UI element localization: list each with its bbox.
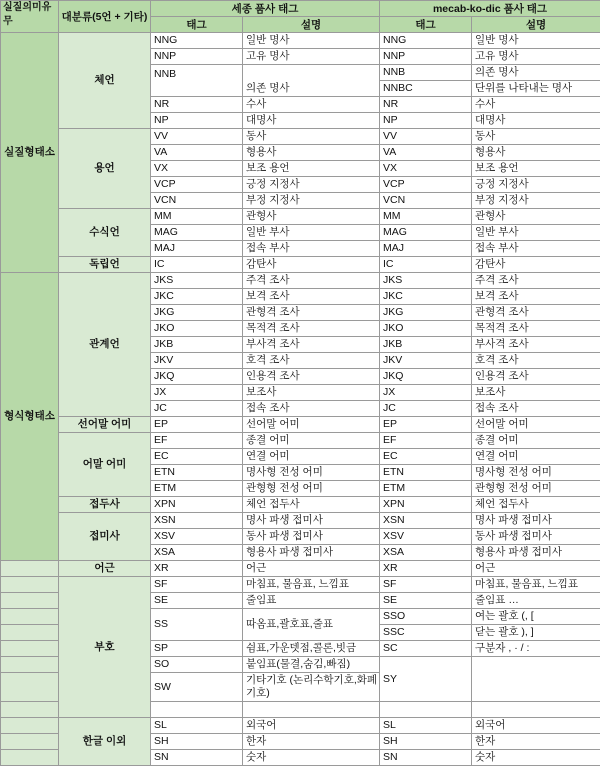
sejong-desc: 붙임표(물결,숨김,빠짐) [243, 657, 380, 673]
table-row [1, 257, 600, 273]
sejong-desc: 따옴표,괄호표,줄표 [243, 609, 380, 641]
sejong-desc: 대명사 [243, 113, 380, 129]
category-cell: 수식언 [59, 209, 151, 257]
group-cell-empty [1, 593, 59, 609]
sejong-desc: 선어말 어미 [243, 417, 380, 433]
mecab-tag: NNBC [380, 81, 472, 97]
sejong-desc: 쉼표,가운뎃점,콜론,빗금 [243, 641, 380, 657]
sejong-desc: 보격 조사 [243, 289, 380, 305]
sejong-desc: 명사 파생 접미사 [243, 513, 380, 529]
sejong-tag: JKB [151, 337, 243, 353]
sejong-tag: IC [151, 257, 243, 273]
sejong-desc: 외국어 [243, 718, 380, 734]
mecab-tag: SSO [380, 609, 472, 625]
sejong-tag: SH [151, 734, 243, 750]
mecab-tag: ETN [380, 465, 472, 481]
mecab-desc: 주격 조사 [472, 273, 600, 289]
blank-cell [151, 702, 243, 718]
mecab-desc: 보조 용언 [472, 161, 600, 177]
mecab-tag: MAJ [380, 241, 472, 257]
mecab-desc: 접속 조사 [472, 401, 600, 417]
category-cell: 관계언 [59, 273, 151, 417]
mecab-desc: 부정 지정사 [472, 193, 600, 209]
mecab-desc: 감탄사 [472, 257, 600, 273]
mecab-tag: JC [380, 401, 472, 417]
mecab-tag: SH [380, 734, 472, 750]
mecab-desc: 한자 [472, 734, 600, 750]
group-cell-empty [1, 657, 59, 673]
mecab-desc: 여는 괄호 (, [ [472, 609, 600, 625]
sejong-desc: 관형격 조사 [243, 305, 380, 321]
sejong-desc: 고유 명사 [243, 49, 380, 65]
sejong-desc: 명사형 전성 어미 [243, 465, 380, 481]
sejong-tag: JKS [151, 273, 243, 289]
mecab-desc: 관형형 전성 어미 [472, 481, 600, 497]
mecab-desc: 의존 명사 [472, 65, 600, 81]
sejong-desc: 의존 명사 [243, 65, 380, 97]
sejong-tag: NNG [151, 33, 243, 49]
group-cell: 형식형태소 [1, 273, 59, 561]
sejong-tag: NR [151, 97, 243, 113]
category-cell: 선어말 어미 [59, 417, 151, 433]
group-cell-empty [1, 718, 59, 734]
group-cell-empty [1, 577, 59, 593]
sejong-tag: XSV [151, 529, 243, 545]
mecab-tag: SL [380, 718, 472, 734]
mecab-desc: 선어말 어미 [472, 417, 600, 433]
sejong-desc: 수사 [243, 97, 380, 113]
mecab-tag: MAG [380, 225, 472, 241]
mecab-tag: NNG [380, 33, 472, 49]
group-cell: 실질형태소 [1, 33, 59, 273]
sejong-tag: EC [151, 449, 243, 465]
mecab-desc: 구분자 , · / : [472, 641, 600, 657]
sejong-tag: NNP [151, 49, 243, 65]
sejong-tag: VV [151, 129, 243, 145]
sejong-tag: EP [151, 417, 243, 433]
mecab-tag: IC [380, 257, 472, 273]
table-row [1, 513, 600, 529]
table-row [1, 718, 600, 734]
mecab-desc [472, 657, 600, 702]
category-cell: 접두사 [59, 497, 151, 513]
mecab-tag: XSN [380, 513, 472, 529]
mecab-tag: XPN [380, 497, 472, 513]
mecab-tag: VCP [380, 177, 472, 193]
mecab-desc: 호격 조사 [472, 353, 600, 369]
group-cell-empty [1, 561, 59, 577]
mecab-tag: JKV [380, 353, 472, 369]
mecab-header: mecab-ko-dic 품사 태그 [380, 1, 600, 17]
sejong-tag: JC [151, 401, 243, 417]
mecab-tag: EP [380, 417, 472, 433]
mecab-desc-header: 설명 [472, 17, 600, 33]
sejong-desc: 형용사 파생 접미사 [243, 545, 380, 561]
mecab-desc: 동사 파생 접미사 [472, 529, 600, 545]
sejong-desc: 호격 조사 [243, 353, 380, 369]
mecab-tag: JKS [380, 273, 472, 289]
mecab-tag: ETM [380, 481, 472, 497]
mecab-tag: MM [380, 209, 472, 225]
header-row-1 [1, 1, 600, 17]
mecab-desc: 수사 [472, 97, 600, 113]
sejong-tag: ETN [151, 465, 243, 481]
sejong-desc: 기타기호 (논리수학기호,화폐기호) [243, 673, 380, 702]
mecab-desc: 어근 [472, 561, 600, 577]
sejong-desc: 감탄사 [243, 257, 380, 273]
sejong-tag: EF [151, 433, 243, 449]
category-cell: 어말 어미 [59, 433, 151, 497]
sejong-tag-header: 태그 [151, 17, 243, 33]
sejong-tag: XPN [151, 497, 243, 513]
sejong-desc: 일반 부사 [243, 225, 380, 241]
sejong-tag: SF [151, 577, 243, 593]
blank-cell [243, 702, 380, 718]
sejong-tag: JKC [151, 289, 243, 305]
sejong-desc: 마침표, 물음표, 느낌표 [243, 577, 380, 593]
table-row [1, 577, 600, 593]
table-row [1, 33, 600, 49]
sejong-desc: 어근 [243, 561, 380, 577]
mecab-tag: EC [380, 449, 472, 465]
mecab-tag: NR [380, 97, 472, 113]
mecab-tag: SC [380, 641, 472, 657]
mecab-desc: 닫는 괄호 ), ] [472, 625, 600, 641]
category-cell: 체언 [59, 33, 151, 129]
mecab-desc: 동사 [472, 129, 600, 145]
sejong-desc: 형용사 [243, 145, 380, 161]
blank-cell [472, 702, 600, 718]
mecab-desc: 연결 어미 [472, 449, 600, 465]
mecab-desc: 일반 부사 [472, 225, 600, 241]
mecab-tag: JKB [380, 337, 472, 353]
sejong-tag: NNB [151, 65, 243, 97]
mecab-tag: XSV [380, 529, 472, 545]
group-cell-empty [1, 673, 59, 702]
sejong-desc: 관형형 전성 어미 [243, 481, 380, 497]
mecab-tag-header: 태그 [380, 17, 472, 33]
sejong-tag: XSN [151, 513, 243, 529]
sejong-desc: 동사 [243, 129, 380, 145]
sejong-tag: JKO [151, 321, 243, 337]
table-row [1, 129, 600, 145]
table-row [1, 417, 600, 433]
sejong-tag: XR [151, 561, 243, 577]
sejong-desc: 줄임표 [243, 593, 380, 609]
mecab-desc: 형용사 파생 접미사 [472, 545, 600, 561]
mecab-tag: NNP [380, 49, 472, 65]
mecab-desc: 긍정 지정사 [472, 177, 600, 193]
mecab-desc: 숫자 [472, 750, 600, 766]
sejong-desc: 부정 지정사 [243, 193, 380, 209]
mecab-tag: JKC [380, 289, 472, 305]
group-cell-empty [1, 734, 59, 750]
sejong-tag: XSA [151, 545, 243, 561]
sejong-tag: MM [151, 209, 243, 225]
mecab-tag: XR [380, 561, 472, 577]
sejong-tag: JKV [151, 353, 243, 369]
sejong-tag: SS [151, 609, 243, 641]
sejong-desc: 한자 [243, 734, 380, 750]
sejong-desc: 동사 파생 접미사 [243, 529, 380, 545]
sejong-desc: 관형사 [243, 209, 380, 225]
mecab-desc: 인용격 조사 [472, 369, 600, 385]
mecab-tag: JX [380, 385, 472, 401]
sejong-desc: 부사격 조사 [243, 337, 380, 353]
sejong-desc: 주격 조사 [243, 273, 380, 289]
mecab-desc: 보격 조사 [472, 289, 600, 305]
mecab-desc: 단위를 나타내는 명사 [472, 81, 600, 97]
mecab-tag: XSA [380, 545, 472, 561]
sejong-header: 세종 품사 태그 [151, 1, 380, 17]
sejong-tag: SN [151, 750, 243, 766]
mecab-tag: SF [380, 577, 472, 593]
mecab-desc: 종결 어미 [472, 433, 600, 449]
group-cell-empty [1, 625, 59, 641]
mecab-desc: 외국어 [472, 718, 600, 734]
mecab-desc: 보조사 [472, 385, 600, 401]
sejong-desc: 연결 어미 [243, 449, 380, 465]
sejong-tag: SP [151, 641, 243, 657]
mecab-desc: 명사형 전성 어미 [472, 465, 600, 481]
mecab-tag: JKG [380, 305, 472, 321]
sejong-tag: VCN [151, 193, 243, 209]
mecab-tag: VA [380, 145, 472, 161]
sejong-desc: 일반 명사 [243, 33, 380, 49]
group-cell-empty [1, 641, 59, 657]
table-row [1, 561, 600, 577]
mecab-desc: 관형격 조사 [472, 305, 600, 321]
mecab-desc: 일반 명사 [472, 33, 600, 49]
sejong-desc-header: 설명 [243, 17, 380, 33]
sejong-tag: SO [151, 657, 243, 673]
sejong-tag: ETM [151, 481, 243, 497]
mecab-desc: 접속 부사 [472, 241, 600, 257]
mecab-desc: 마침표, 물음표, 느낌표 [472, 577, 600, 593]
mecab-tag: SE [380, 593, 472, 609]
table-row [1, 433, 600, 449]
category-cell: 어근 [59, 561, 151, 577]
sejong-desc: 인용격 조사 [243, 369, 380, 385]
mecab-tag: VX [380, 161, 472, 177]
sejong-tag: VX [151, 161, 243, 177]
mecab-tag: NP [380, 113, 472, 129]
mecab-desc: 명사 파생 접미사 [472, 513, 600, 529]
mecab-tag: SN [380, 750, 472, 766]
sejong-tag: SL [151, 718, 243, 734]
mecab-desc: 대명사 [472, 113, 600, 129]
mecab-tag: VV [380, 129, 472, 145]
group-cell-empty [1, 609, 59, 625]
table-row [1, 273, 600, 289]
sejong-desc: 체언 접두사 [243, 497, 380, 513]
mecab-tag: JKO [380, 321, 472, 337]
mecab-desc: 부사격 조사 [472, 337, 600, 353]
mecab-desc: 목적격 조사 [472, 321, 600, 337]
mecab-desc: 관형사 [472, 209, 600, 225]
mecab-tag: VCN [380, 193, 472, 209]
mecab-tag: EF [380, 433, 472, 449]
sejong-desc: 숫자 [243, 750, 380, 766]
mecab-tag: SSC [380, 625, 472, 641]
mecab-desc: 고유 명사 [472, 49, 600, 65]
semantic-header: 실질의미유무 [1, 1, 59, 33]
category-cell: 부호 [59, 577, 151, 718]
table-row [1, 497, 600, 513]
sejong-tag: SE [151, 593, 243, 609]
table-row [1, 209, 600, 225]
sejong-desc: 종결 어미 [243, 433, 380, 449]
sejong-tag: JX [151, 385, 243, 401]
category-cell: 한글 이외 [59, 718, 151, 766]
category-cell: 접미사 [59, 513, 151, 561]
sejong-tag: MAJ [151, 241, 243, 257]
mecab-desc: 체언 접두사 [472, 497, 600, 513]
sejong-desc: 보조 용언 [243, 161, 380, 177]
sejong-desc: 보조사 [243, 385, 380, 401]
sejong-tag: MAG [151, 225, 243, 241]
sejong-tag: VCP [151, 177, 243, 193]
sejong-desc: 긍정 지정사 [243, 177, 380, 193]
category-cell: 용언 [59, 129, 151, 209]
sejong-tag: NP [151, 113, 243, 129]
group-cell-empty [1, 702, 59, 718]
mecab-tag: SY [380, 657, 472, 702]
sejong-tag: VA [151, 145, 243, 161]
sejong-desc: 접속 부사 [243, 241, 380, 257]
sejong-tag: JKQ [151, 369, 243, 385]
sejong-tag: SW [151, 673, 243, 702]
group-cell-empty [1, 750, 59, 766]
mecab-desc: 형용사 [472, 145, 600, 161]
mecab-tag: NNB [380, 65, 472, 81]
category-cell: 독립언 [59, 257, 151, 273]
sejong-desc: 접속 조사 [243, 401, 380, 417]
sejong-desc: 목적격 조사 [243, 321, 380, 337]
sejong-tag: JKG [151, 305, 243, 321]
mecab-tag: JKQ [380, 369, 472, 385]
blank-cell [380, 702, 472, 718]
category-header: 대분류(5언 + 기타) [59, 1, 151, 33]
mecab-desc: 줄임표 … [472, 593, 600, 609]
